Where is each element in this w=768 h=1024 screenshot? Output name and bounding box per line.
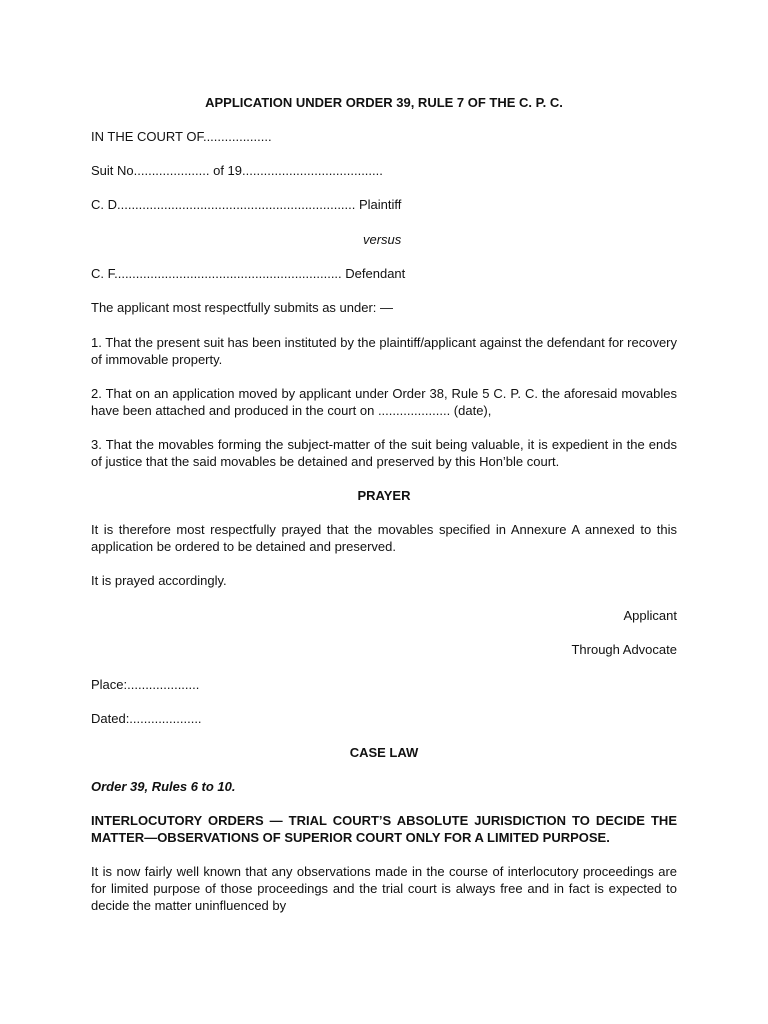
place-line: Place:....................	[91, 677, 200, 692]
suit-line: Suit No..................... of 19.......................................	[91, 163, 383, 178]
versus-text: versus	[363, 232, 402, 247]
applicant-label: Applicant	[623, 608, 677, 623]
plaintiff-line: C. D.................................................................. Plaintiff	[91, 197, 402, 212]
through-advocate-label: Through Advocate	[571, 642, 677, 657]
document-page	[91, 0, 677, 1024]
intro-text: The applicant most respectfully submits as under: —	[91, 300, 394, 315]
paragraph-3: 3. That the movables forming the subject-matter of the suit being valuable, it is expedient in the ends of justice that the said movables be detained and preserved by this Hon’ble court.	[91, 437, 677, 469]
case-law-subheading: INTERLOCUTORY ORDERS — TRIAL COURT’S ABSOLUTE JURISDICTION TO DECIDE THE MATTER—OBSERVATIONS OF SUPERIOR COURT ONLY FOR A LIMITED PURPOSE.	[91, 813, 677, 845]
prayed-accordingly: It is prayed accordingly.	[91, 573, 227, 588]
prayer-heading: PRAYER	[357, 488, 411, 503]
case-law-heading: CASE LAW	[349, 745, 419, 760]
case-law-reference: Order 39, Rules 6 to 10.	[91, 779, 236, 794]
paragraph-1: 1. That the present suit has been instituted by the plaintiff/applicant against the defendant for recovery of immovable property.	[91, 335, 677, 367]
dated-line: Dated:....................	[91, 711, 202, 726]
document-title: APPLICATION UNDER ORDER 39, RULE 7 OF THE C. P. C.	[205, 95, 563, 110]
prayer-text: It is therefore most respectfully prayed that the movables specified in Annexure A annexed to this application be ordered to be detained and preserved.	[91, 522, 677, 554]
defendant-line: C. F............................................................... Defendant	[91, 266, 406, 281]
paragraph-2: 2. That on an application moved by applicant under Order 38, Rule 5 C. P. C. the aforesaid movables have been attached and produced in the court on .................... (date),	[91, 386, 677, 418]
court-line: IN THE COURT OF...................	[91, 129, 272, 144]
case-law-text: It is now fairly well known that any observations made in the course of interlocutory proceedings are for limited purpose of those proceedings and the trial court is always free and in fact is expected to decide the matter uninfluenced by	[91, 864, 677, 913]
